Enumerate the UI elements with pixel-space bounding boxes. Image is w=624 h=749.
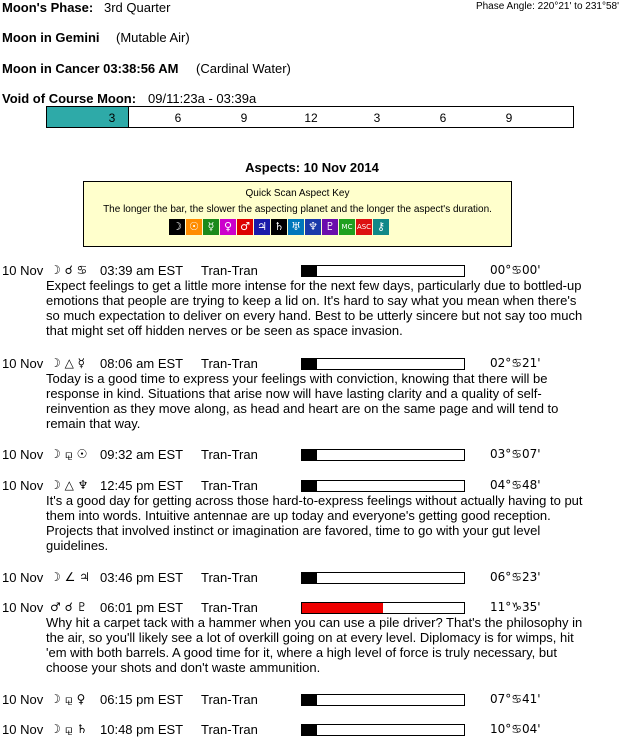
aspect-position: 10°♋04' (490, 722, 541, 736)
aspect-description-line: reinvention as they move along, as head and heart are on the same page and will tend to (46, 401, 559, 416)
uranus-icon: ♅ (288, 219, 304, 235)
timeline-tick: 9 (240, 111, 248, 125)
aspect-date: 10 Nov (2, 722, 44, 737)
aspect-glyphs: ♂ ☌ ♇ (50, 600, 88, 614)
aspect-type: Tran-Tran (201, 263, 258, 278)
phase-angle: Phase Angle: 220°21' to 231°58' (475, 1, 619, 12)
aspect-description-line: 'em with both barrels. A good time for it, where a high level of force is truly necessary, but (46, 645, 557, 660)
aspect-key (83, 181, 512, 247)
void-of-course-timeline (46, 106, 574, 128)
aspect-position: 06°♋23' (490, 570, 541, 584)
aspect-date: 10 Nov (2, 692, 44, 707)
aspect-position: 00°♋00' (490, 263, 541, 277)
aspect-description-line: choose your shots and don't waste ammunition. (46, 660, 321, 675)
aspect-time: 12:45 pm EST (100, 478, 184, 493)
duration-bar-fill (302, 481, 317, 491)
moon-sign-2: Moon in Cancer 03:38:56 AM (2, 61, 179, 76)
aspect-position: 03°♋07' (490, 447, 541, 461)
saturn-icon: ♄ (271, 219, 287, 235)
aspect-position: 11°♑35' (490, 600, 541, 614)
moon-sign-1: Moon in Gemini (2, 30, 100, 45)
duration-bar-fill (302, 603, 383, 613)
duration-bar-fill (302, 450, 317, 460)
timeline-tick: 9 (505, 111, 513, 125)
duration-bar-fill (302, 695, 317, 705)
chiron-icon: ⚷ (373, 219, 389, 235)
void-of-course-value: 09/11:23a - 03:39a (148, 91, 257, 106)
duration-bar-fill (302, 359, 317, 369)
timeline-tick: 3 (108, 111, 116, 125)
timeline-tick: 6 (439, 111, 447, 125)
aspect-position: 02°♋21' (490, 356, 541, 370)
aspects-title: Aspects: 10 Nov 2014 (245, 160, 379, 175)
aspect-date: 10 Nov (2, 447, 44, 462)
aspect-time: 09:32 am EST (100, 447, 184, 462)
aspect-glyphs: ☽ ∠ ♃ (50, 570, 90, 584)
venus-icon: ♀ (220, 219, 236, 235)
aspect-date: 10 Nov (2, 600, 44, 615)
timeline-tick: 12 (304, 111, 318, 125)
aspect-time: 10:48 pm EST (100, 722, 184, 737)
aspect-type: Tran-Tran (201, 600, 258, 615)
void-of-course-range (47, 107, 129, 127)
aspect-glyphs: ☽ ☌ ♋ (50, 263, 88, 277)
aspect-description-line: guidelines. (46, 538, 109, 553)
aspect-description-line: Today is a good time to express your feelings with conviction, knowing that there will be (46, 371, 548, 386)
aspect-description-line: Why hit a carpet tack with a hammer when you can use a pile driver? That's the philosophy in (46, 615, 583, 630)
neptune-icon: ♆ (305, 219, 321, 235)
aspect-description-line: that might set off hidden nerves or be seen as space invasion. (46, 323, 403, 338)
aspect-glyphs: ☽ ⚼ ♄ (50, 722, 88, 736)
aspect-type: Tran-Tran (201, 722, 258, 737)
aspect-date: 10 Nov (2, 478, 44, 493)
aspect-time: 06:15 pm EST (100, 692, 184, 707)
aspect-key-description: The longer the bar, the slower the aspecting planet and the longer the aspect's duration. (103, 204, 492, 215)
aspect-description-line: Expect feelings to get a little more intense for the next few days, particularly due to bottled-up (46, 278, 582, 293)
pluto-icon: ♇ (322, 219, 338, 235)
aspect-description-line: the air, so you'll likely see a lot of overkill going on at every level. Diplomacy is for wimps, hit (46, 630, 574, 645)
moon-phase-label: Moon's Phase: (2, 0, 94, 15)
aspect-description-line: Projects that involved instinct or imagination are favored, time to go with your gut level (46, 523, 541, 538)
duration-bar (301, 265, 465, 277)
duration-bar-fill (302, 725, 317, 735)
aspect-glyphs: ☽ △ ☿ (50, 356, 85, 370)
duration-bar (301, 694, 465, 706)
duration-bar (301, 724, 465, 736)
moon-sign-2-element: (Cardinal Water) (196, 61, 291, 76)
aspect-key-title: Quick Scan Aspect Key (245, 188, 350, 199)
duration-bar-fill (302, 266, 317, 276)
aspect-description-line: remain that way. (46, 416, 141, 431)
timeline-tick: 6 (174, 111, 182, 125)
aspect-glyphs: ☽ ⚼ ☉ (50, 447, 88, 461)
aspect-time: 06:01 pm EST (100, 600, 184, 615)
duration-bar (301, 572, 465, 584)
aspect-type: Tran-Tran (201, 447, 258, 462)
aspect-date: 10 Nov (2, 263, 44, 278)
duration-bar (301, 602, 465, 614)
asc-icon: ASC (356, 219, 372, 235)
void-of-course-label: Void of Course Moon: (2, 91, 137, 106)
aspect-type: Tran-Tran (201, 692, 258, 707)
duration-bar (301, 449, 465, 461)
aspect-description-line: response in kind. Situations that arise now will have lasting clarity and a quality of self- (46, 386, 542, 401)
duration-bar (301, 358, 465, 370)
duration-bar (301, 480, 465, 492)
duration-bar-fill (302, 573, 317, 583)
moon-phase-value: 3rd Quarter (104, 0, 171, 15)
moon-icon: ☽ (169, 219, 185, 235)
mc-icon: MC (339, 219, 355, 235)
mercury-icon: ☿ (203, 219, 219, 235)
aspect-glyphs: ☽ △ ♆ (50, 478, 89, 492)
aspect-type: Tran-Tran (201, 570, 258, 585)
aspect-type: Tran-Tran (201, 478, 258, 493)
aspect-position: 07°♋41' (490, 692, 541, 706)
aspect-description-line: It's a good day for getting across those hard-to-express feelings without actually having to put (46, 493, 583, 508)
moon-sign-1-element: (Mutable Air) (116, 30, 190, 45)
aspect-description-line: so much expectation to deliver on every hand. Best to be utterly sincere but not say too much (46, 308, 583, 323)
aspect-time: 08:06 am EST (100, 356, 184, 371)
jupiter-icon: ♃ (254, 219, 270, 235)
aspect-description-line: emotions that people are trying to keep a lid on. It's hard to say what you mean when there's (46, 293, 577, 308)
aspect-date: 10 Nov (2, 570, 44, 585)
sun-icon: ☉ (186, 219, 202, 235)
aspect-description-line: them into words. Intuitive antennae are up today and everyone's getting good reception. (46, 508, 551, 523)
aspect-time: 03:46 pm EST (100, 570, 184, 585)
aspect-time: 03:39 am EST (100, 263, 184, 278)
planet-glyph-row (169, 219, 390, 235)
timeline-tick: 3 (373, 111, 381, 125)
aspect-glyphs: ☽ ⚼ ♀ (50, 692, 86, 706)
mars-icon: ♂ (237, 219, 253, 235)
aspect-type: Tran-Tran (201, 356, 258, 371)
aspect-date: 10 Nov (2, 356, 44, 371)
aspect-position: 04°♋48' (490, 478, 541, 492)
